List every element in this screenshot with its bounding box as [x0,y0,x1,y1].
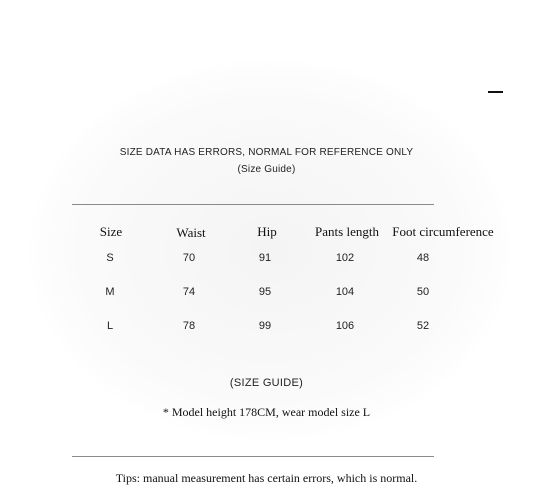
pants-length-cell: 104 [335,286,355,298]
top-divider [72,204,434,205]
pants-length-cell: 106 [335,320,355,332]
foot-circumference-cell: 50 [416,286,430,298]
size-cell: S [106,252,114,264]
model-note: * Model height 178CM, wear model size L [162,405,371,419]
column-header-waist: Waist [176,225,206,240]
column-header-pants-length: Pants length [315,224,379,239]
measurement-tips: Tips: manual measurement has certain errors, which is normal. [115,471,418,485]
pants-length-cell: 102 [335,252,355,264]
hip-cell: 95 [258,286,272,298]
foot-circumference-cell: 48 [416,252,430,264]
foot-circumference-cell: 52 [416,320,430,332]
waist-cell: 74 [182,286,196,298]
column-header-foot-circumference: Foot circumference [392,224,494,239]
hip-cell: 99 [258,320,272,332]
size-guide-caption: (SIZE GUIDE) [229,377,304,389]
reference-notice: SIZE DATA HAS ERRORS, NORMAL FOR REFERENCE ONLY [119,147,414,158]
waist-cell: 78 [182,320,196,332]
size-cell: L [106,320,114,332]
column-header-hip: Hip [257,224,277,239]
minus-icon [488,91,503,93]
bottom-divider [72,456,434,457]
column-header-size: Size [99,224,123,239]
hip-cell: 91 [258,252,272,264]
waist-cell: 70 [182,252,196,264]
size-guide-subtitle: (Size Guide) [237,164,296,175]
size-cell: M [105,286,115,298]
